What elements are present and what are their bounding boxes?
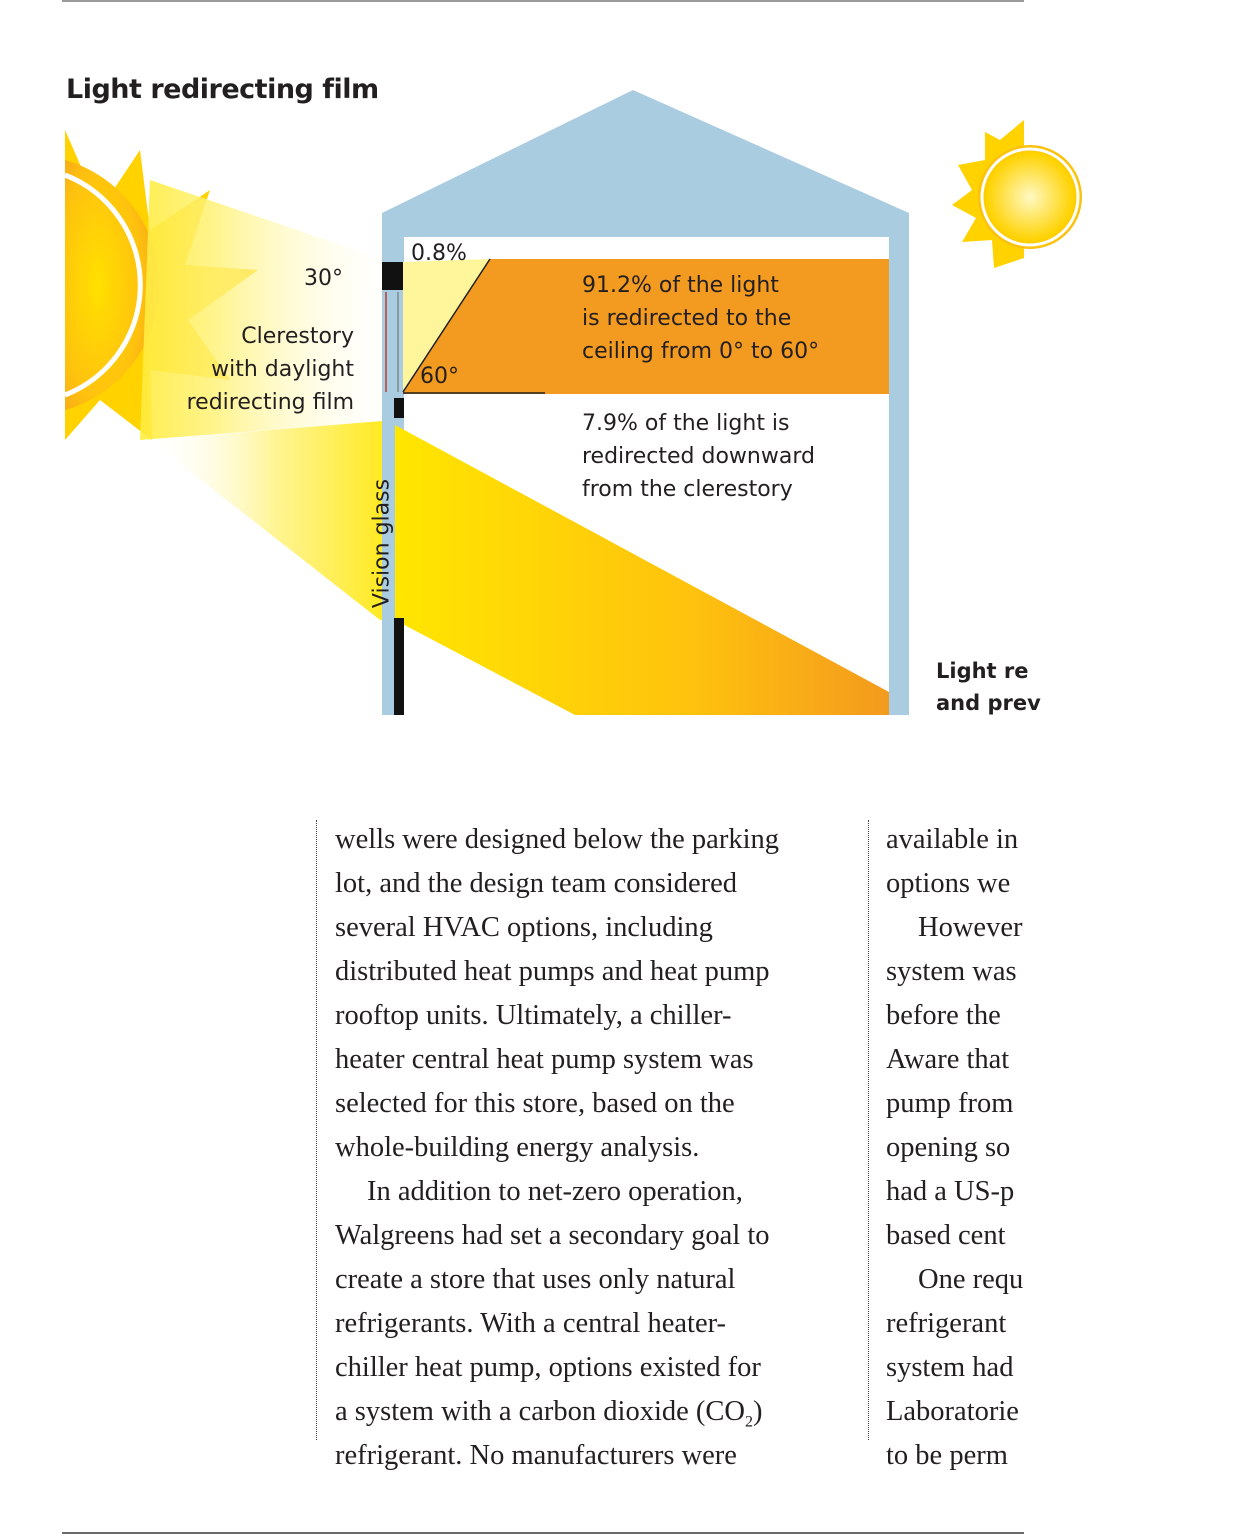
body-line: options we bbox=[886, 868, 1011, 899]
clerestory-label bbox=[172, 320, 354, 419]
angle-60-label: 60° bbox=[420, 364, 459, 389]
clerestory-label-line3: redirecting film bbox=[186, 390, 354, 415]
body-line: chiller heat pump, options existed for bbox=[335, 1352, 761, 1383]
ceiling-caption-line3: ceiling from 0° to 60° bbox=[582, 339, 820, 364]
body-line-co2 bbox=[335, 1390, 779, 1434]
body-line: distributed heat pumps and heat pump bbox=[335, 956, 770, 987]
bottom-rule bbox=[62, 1532, 1024, 1534]
clerestory-label-line2: with daylight bbox=[211, 357, 354, 382]
body-line: pump from bbox=[886, 1088, 1014, 1119]
body-line: refrigerant bbox=[886, 1308, 1007, 1339]
ceiling-caption-line2: is redirected to the bbox=[582, 306, 792, 331]
adjacent-caption-line2: and prev bbox=[936, 691, 1041, 715]
adjacent-caption-line1: Light re bbox=[936, 659, 1029, 683]
body-line: available in bbox=[886, 824, 1019, 855]
figure-title: Light redirecting film bbox=[66, 74, 379, 105]
body-line: refrigerants. With a central heater- bbox=[335, 1308, 726, 1339]
ceiling-caption-line1: 91.2% of the light bbox=[582, 273, 779, 298]
body-line: refrigerant. No manufacturers were bbox=[335, 1440, 737, 1471]
body-line: system had bbox=[886, 1352, 1014, 1383]
body-line: to be perm bbox=[886, 1440, 1008, 1471]
daylight-diagram bbox=[0, 0, 1024, 760]
co2-close-paren: ) bbox=[753, 1396, 763, 1427]
body-line: rooftop units. Ultimately, a chiller- bbox=[335, 1000, 732, 1031]
body-line: Laboratorie bbox=[886, 1396, 1019, 1427]
body-line: wells were designed below the parking bbox=[335, 824, 779, 855]
body-line: lot, and the design team considered bbox=[335, 868, 738, 899]
downward-caption bbox=[582, 407, 815, 506]
column-rule-left bbox=[316, 820, 317, 1440]
downward-caption-line3: from the clerestory bbox=[582, 477, 793, 502]
body-line: One requ bbox=[918, 1264, 1024, 1295]
body-line-co2-text: a system with a carbon dioxide (CO bbox=[335, 1396, 745, 1427]
clerestory-label-line1: Clerestory bbox=[241, 324, 354, 349]
pct-top-label: 0.8% bbox=[411, 241, 467, 266]
body-column-left bbox=[335, 818, 779, 1478]
adjacent-figure-caption bbox=[936, 655, 1236, 719]
downward-caption-line2: redirected downward bbox=[582, 444, 815, 469]
vision-glass-label: Vision glass bbox=[369, 478, 395, 609]
angle-30-label: 30° bbox=[304, 266, 343, 291]
body-line: create a store that uses only natural bbox=[335, 1264, 736, 1295]
downward-caption-line1: 7.9% of the light is bbox=[582, 411, 790, 436]
body-line: system was bbox=[886, 956, 1017, 987]
body-line: However bbox=[918, 912, 1023, 943]
sun-icon-right bbox=[952, 120, 1082, 268]
body-line: heater central heat pump system was bbox=[335, 1044, 754, 1075]
body-line: based cent bbox=[886, 1220, 1006, 1251]
body-line: whole-building energy analysis. bbox=[335, 1132, 700, 1163]
body-line: several HVAC options, including bbox=[335, 912, 713, 943]
body-line: before the bbox=[886, 1000, 1001, 1031]
ceiling-caption bbox=[582, 269, 819, 368]
sun-beam-lower bbox=[150, 420, 395, 620]
co2-subscript: 2 bbox=[745, 1413, 753, 1431]
body-line: opening so bbox=[886, 1132, 1011, 1163]
body-line: In addition to net-zero operation, bbox=[367, 1176, 743, 1207]
column-rule-right bbox=[868, 820, 869, 1440]
body-line: Aware that bbox=[886, 1044, 1010, 1075]
body-line: Walgreens had set a secondary goal to bbox=[335, 1220, 770, 1251]
body-column-right bbox=[886, 818, 1024, 1478]
body-line: selected for this store, based on the bbox=[335, 1088, 735, 1119]
body-line: had a US-p bbox=[886, 1176, 1015, 1207]
